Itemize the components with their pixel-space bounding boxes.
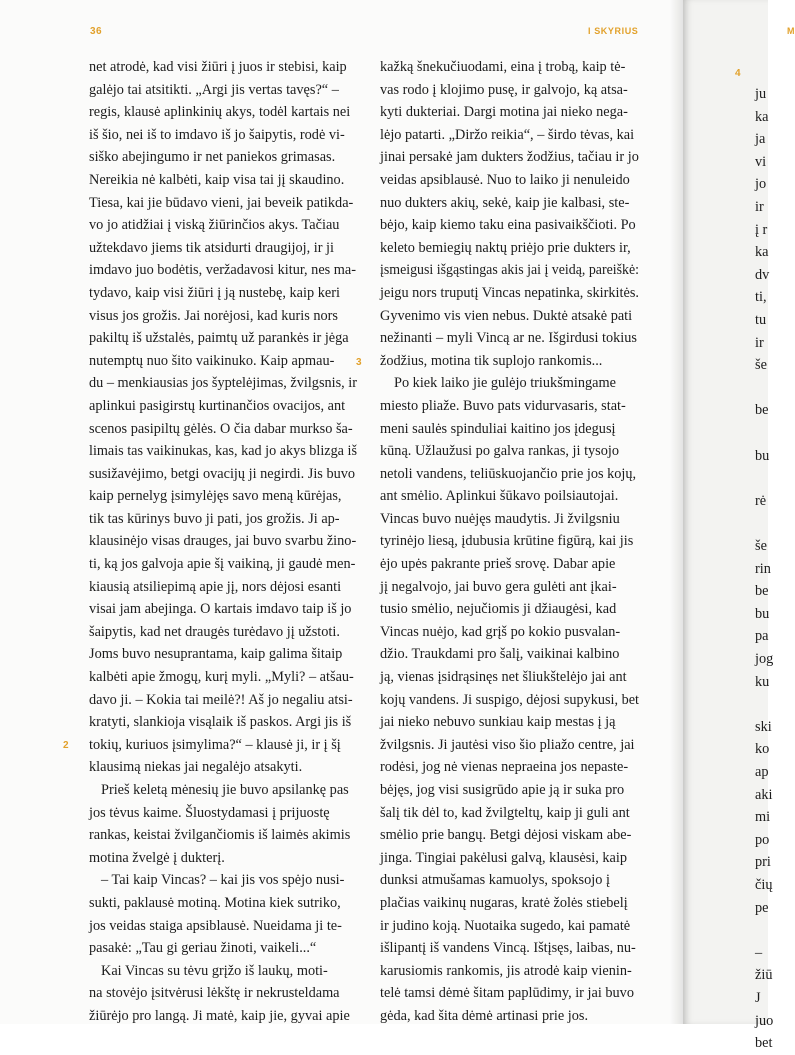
- text-line: visus jos grožis. Jai norėjosi, kad kuris nors: [89, 307, 338, 324]
- text-line: vas rodo į klojimo pusę, ir galvojo, ką atsa-: [380, 81, 628, 98]
- text-line: ant smėlio. Aplinkui šūkavo poilsiautojai.: [380, 488, 619, 505]
- text-line: klausinėjo visas drauges, jai buvo svarbu žino-: [89, 533, 357, 550]
- adjacent-page-text-fragment: pe: [755, 899, 769, 916]
- adjacent-page-text-fragment: be: [755, 402, 769, 419]
- text-line: nuo dukters akių, sekė, kaip jie kalbasi, ste-: [380, 194, 630, 211]
- adjacent-page-text-fragment: ir: [755, 334, 764, 351]
- text-line: jeigu nors truputį Vincas nepatinka, skirkitės.: [380, 284, 639, 301]
- paragraph-marker-3: 3: [356, 357, 362, 368]
- text-line: Vincas nuėjo, kad grįš po kokio pusvalan-: [380, 623, 621, 640]
- text-line: žiūrėjo pro langą. Ji matė, kaip jie, gyvai apie: [89, 1007, 350, 1024]
- text-line: gėda, kad šita dėmė artinasi prie jos.: [380, 1007, 589, 1024]
- text-line: išlipantį iš vandens Vincą. Ištįsęs, laibas, nu-: [380, 940, 636, 957]
- text-line: meni saulės spinduliai kaitino jos įdegusį: [380, 420, 616, 437]
- text-line: davo ji. – Kokia tai meilė?! Aš jo negaliu atsi-: [89, 691, 353, 708]
- adjacent-page-edge: [683, 0, 795, 1052]
- text-line: miesto pliaže. Buvo pats vidurvasaris, stat-: [380, 397, 626, 414]
- text-line: jos tėvus kaime. Šluostydamasi į prijuostę: [89, 804, 330, 821]
- text-line: netoli vandens, teliūskuojančio prie jos kojų,: [380, 465, 637, 482]
- text-line: užtekdavo jiems tik atsidurti draugijoj, ir ji: [89, 239, 334, 256]
- text-line: iš šio, nei iš to imdavo iš jo šaipytis, rodė vi-: [89, 126, 345, 143]
- adjacent-page-text-fragment: ja: [755, 131, 766, 148]
- text-line: dunksi atmušamas kamuolys, spoksojo į: [380, 872, 610, 889]
- adjacent-page-text-fragment: J: [755, 990, 761, 1006]
- adjacent-page-text-fragment: ski: [755, 718, 772, 735]
- text-line: limais tas vaikinukas, kas, kad jo akys blizga iš: [89, 443, 357, 460]
- text-line: rankas, keistai žvilgančiomis iš laimės akimis: [89, 827, 351, 844]
- adjacent-page-text-fragment: dv: [755, 266, 770, 283]
- text-line: ėjo upės pakrante prieš srovę. Dabar apie: [380, 556, 616, 573]
- chapter-header: I SKYRIUS: [588, 26, 639, 36]
- text-line: kyti dukteriai. Dargi motina jai nieko nega-: [380, 104, 628, 121]
- text-line: net atrodė, kad visi žiūri į juos ir stebisi, kaip: [89, 59, 347, 75]
- adjacent-page-text-fragment: pri: [755, 854, 771, 871]
- adjacent-page-text-fragment: jo: [755, 176, 767, 193]
- page-gutter-shadow: [670, 0, 684, 1024]
- text-line: du – menkiausias jos šyptelėjimas, žvilgsnis, ir: [89, 375, 358, 392]
- text-line: tyrinėjo liesą, įdubusia krūtine figūrą, kai jis: [380, 533, 634, 550]
- adjacent-page-text-fragment: še: [755, 538, 767, 554]
- paragraph-marker-2: 2: [63, 740, 69, 751]
- text-line: kaip pernelyg įsimylėjęs savo meną kūrėjas,: [89, 488, 342, 505]
- paragraph-marker-4: 4: [735, 68, 741, 79]
- adjacent-page-text-fragment: be: [755, 583, 769, 600]
- text-line: nutemptų nuo šito vaikinuko. Kaip apmau-: [89, 352, 335, 369]
- adjacent-page-text-fragment: į r: [755, 221, 768, 238]
- text-line: Vincas buvo nuėjęs maudytis. Ji žvilgsniu: [380, 510, 620, 527]
- text-line: keleto bemiegių naktų priėjo prie dukters ir,: [380, 239, 631, 256]
- left-text-column: [89, 56, 357, 1028]
- text-line: Gyvenimo vis vien nebus. Duktė atsakė pati: [380, 307, 633, 324]
- text-line: tik tas kūrinys buvo ji pati, jos grožis. Ji ap-: [89, 510, 340, 527]
- text-line: galėjo tai atsitikti. „Argi jis vertas tavęs?“ –: [89, 81, 339, 98]
- text-line: šalį tik dėl to, kad žvilgteltų, kaip ji guli ant: [380, 804, 630, 821]
- text-line: telė tamsi dėmė šitam paplūdimy, ir jai buvo: [380, 985, 634, 1002]
- adjacent-page-text-fragment: še: [755, 357, 767, 374]
- adjacent-page-text-fragment: ir: [755, 199, 764, 215]
- text-line: veidas apsiblausė. Nuo to laiko ji nenuleido: [380, 171, 630, 188]
- adjacent-page-text-fragment: ku: [755, 673, 770, 690]
- page-number: 36: [90, 26, 103, 37]
- text-line: visai jam abejinga. O kartais imdavo taip iš jo: [89, 601, 352, 618]
- text-line: bėjęs, jog visi susigrūdo apie ją ir suka pro: [380, 782, 625, 798]
- adjacent-page-text-fragment: bu: [755, 447, 770, 464]
- adjacent-page-text-fragment: žiū: [755, 967, 773, 984]
- adjacent-page-text-fragment: pa: [755, 628, 769, 645]
- text-line: pakiltų iš užstalės, paimtų už parankės ir jėga: [89, 330, 349, 347]
- adjacent-page-text-fragment: rin: [755, 560, 771, 577]
- text-line: – Tai kaip Vincas? – kai jis vos spėjo nusi-: [101, 872, 345, 889]
- text-line: vo jo atidžiai į viską žiūrinčios akys. Tačiau: [89, 217, 340, 234]
- text-line: kratyti, slankioja visąlaik iš paskos. Argi jis iš: [89, 714, 352, 731]
- text-line: sukti, paklausė motiną. Motina kiek sutriko,: [89, 894, 341, 911]
- text-line: kalbėti apie žmogų, kurį myli. „Myli? – atšau-: [89, 669, 354, 686]
- adjacent-page-text-fragment: bu: [755, 605, 770, 622]
- text-line: susižavėjimo, betgi ovacijų ji negirdi. Jis buvo: [89, 465, 356, 482]
- text-line: scenos pasipiltų gėlės. O čia dabar murkso ša-: [89, 420, 353, 437]
- text-line: Kai Vincas su tėvu grįžo iš laukų, moti-: [101, 962, 328, 979]
- text-line: jinga. Tingiai pakėlusi galvą, klausėsi, kaip: [380, 849, 627, 866]
- text-line: Tiesa, kai jie būdavo vieni, jai beveik patikda-: [89, 194, 354, 211]
- text-line: jai nieko nebuvo sunkiau kaip mestas į ją: [380, 714, 616, 731]
- adjacent-page-text-fragment: ju: [755, 86, 767, 102]
- text-line: žodžius, motina tik suplojo rankomis...: [380, 352, 603, 369]
- adjacent-page-text-fragment: ti,: [755, 289, 767, 306]
- adjacent-page-text-fragment: jog: [755, 651, 774, 667]
- text-line: ją, vienas įsidrąsinęs net šliukštelėjo jai ant: [380, 669, 627, 686]
- text-line: Prieš keletą mėnesių jie buvo apsilankę pas: [101, 782, 349, 798]
- text-line: aplinkui pasigirstų kurtinančios ovacijos, ant: [89, 397, 346, 414]
- text-line: smėlio prie bangų. Betgi dėjosi viskam abe-: [380, 827, 632, 844]
- text-line: klausimą niekas jai negalėjo atsakyti.: [89, 759, 303, 776]
- text-line: lėjo patarti. „Diržo reikia“, – širdo tėvas, kai: [380, 126, 635, 143]
- text-line: jos veidas staiga apsiblausė. Nueidama ji te-: [89, 917, 342, 934]
- text-line: siško abejingumo ir net paniekos grimasas.: [89, 149, 336, 166]
- text-line: kojų vandens. Ji suspigo, dėjosi supykusi, bet: [380, 691, 640, 708]
- text-line: jį negalvojo, jai buvo gera gulėti ant įkai-: [380, 578, 617, 595]
- text-line: nežinanti – myli Vincą ar ne. Išgirdusi tokius: [380, 330, 637, 347]
- text-line: kiausią atsiliepimą apie jį, nors dėjosi esanti: [89, 578, 342, 595]
- right-text-column: [380, 56, 639, 1028]
- text-line: žvilgsnis. Ji jautėsi viso šio pliažo centre, jai: [380, 736, 635, 753]
- text-line: Joms buvo nesuprantama, kaip galima šitaip: [89, 646, 343, 663]
- adjacent-page-text-fragment: ka: [755, 108, 769, 125]
- text-line: įsmeigusi išgąstingas akis jai į veidą, pareiškė:: [380, 262, 640, 279]
- text-line: Po kiek laiko jie gulėjo triukšmingame: [394, 375, 616, 392]
- text-line: rodėsi, jog nė vienas nepraeina jos nepaste-: [380, 759, 629, 776]
- adjacent-page-header: M: [787, 26, 795, 36]
- text-line: Nereikia nė kalbėti, kaip visa tai jį skaudino.: [89, 171, 345, 188]
- text-line: na stovėjo įsitvėrusi lėkštę ir nekrusteldama: [89, 985, 340, 1002]
- adjacent-page-text-fragment: rė: [755, 492, 767, 509]
- text-line: ir judino koją. Nuotaika sugedo, kai pamatė: [380, 917, 631, 934]
- text-line: karusiomis rankomis, jis atrodė kaip vienin-: [380, 962, 632, 979]
- adjacent-page-text-fragment: po: [755, 831, 770, 848]
- adjacent-page-text-fragment: tu: [755, 312, 767, 328]
- adjacent-page-text-fragment: ka: [755, 244, 769, 261]
- text-line: kažką šnekučiuodami, eina į trobą, kaip tė-: [380, 59, 626, 75]
- adjacent-page-text-fragment: čių: [755, 877, 773, 893]
- adjacent-page-text-fragment: ap: [755, 764, 769, 780]
- text-line: tydavo, kaip visi žiūri į ją nustebę, kaip keri: [89, 284, 340, 301]
- text-line: imdavo juo bodėtis, veržadavosi kitur, nes ma-: [89, 262, 357, 279]
- text-line: kūną. Užlaužusi po galva rankas, ji tysojo: [380, 443, 620, 460]
- adjacent-page-text-fragment: vi: [755, 153, 767, 170]
- text-line: bėjo, kaip kiemo taku eina pasivaikščioti. Po: [380, 217, 636, 234]
- text-line: regis, klausė aplinkinių akys, todėl kartais nei: [89, 104, 351, 121]
- adjacent-page-text-fragment: bet: [755, 1035, 773, 1052]
- text-line: jinai persakė jam dukters žodžius, tačiau ir jo: [380, 149, 639, 166]
- text-line: džio. Traukdami pro šalį, vaikinai kalbino: [380, 646, 620, 663]
- adjacent-page-text-fragment: aki: [755, 786, 773, 803]
- text-line: tokių, kuriuos įsimylima?“ – klausė ji, ir į šį: [89, 736, 341, 753]
- text-line: šaipytis, kad net draugės turėdavo jį užstoti.: [89, 623, 340, 640]
- adjacent-page-text-fragment: ko: [755, 741, 770, 758]
- text-line: ti, ką jos galvoja apie šį vaikiną, ji gaudė men-: [89, 556, 356, 573]
- adjacent-page-text-fragment: –: [755, 944, 763, 961]
- text-line: tusio smėlio, nejučiomis ji džiaugėsi, kad: [380, 601, 617, 618]
- adjacent-page-text-fragment: juo: [755, 1012, 774, 1029]
- adjacent-page-text-fragment: mi: [755, 809, 771, 826]
- text-line: motina žvelgė į dukterį.: [89, 849, 225, 866]
- text-line: pasakė: „Tau gi geriau žinoti, vaikeli...“: [89, 940, 317, 957]
- text-line: plačias vaikinų nugaras, kratė žolės stiebelį: [380, 894, 628, 911]
